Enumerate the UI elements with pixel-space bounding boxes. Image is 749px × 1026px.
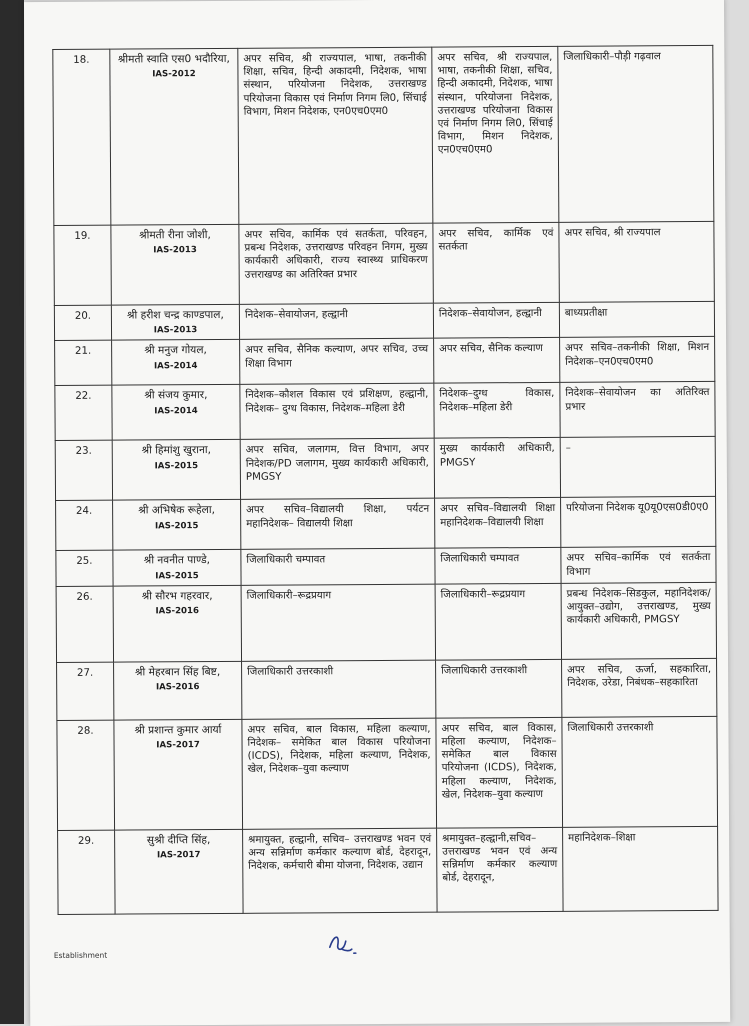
retained-posting-cell: जिलाधिकारी चम्पावत — [435, 548, 561, 584]
officer-name-cell — [112, 385, 240, 441]
officer-name-cell — [113, 550, 241, 586]
new-posting-cell: अपर सचिव, ऊर्जा, सहकारिता, निदेशक, उरेडा, निबंधक–सहकारिता — [562, 658, 717, 717]
table-row — [55, 437, 715, 501]
table-row — [56, 497, 716, 551]
officer-name: श्री सौरभ गहरवार, — [141, 589, 213, 603]
current-posting-cell: निदेशक–सेवायोजन, हल्द्वानी — [239, 303, 433, 340]
new-posting-cell: परियोजना निदेशक यू0यू0एस0डी0ए0 — [561, 497, 716, 548]
serial-number-cell: 20. — [54, 305, 111, 341]
officer-name: सुश्री दीप्ति सिंह, — [146, 833, 211, 847]
ias-batch: IAS-2014 — [154, 405, 198, 416]
table-row — [58, 826, 719, 914]
current-posting-cell: अपर सचिव, जलागम, वित्त विभाग, अपर निदेशक/PD जलागम, मुख्य कार्यकारी अधिकारी, PMGSY — [240, 439, 434, 500]
serial-number-cell: 18. — [53, 49, 111, 225]
current-posting-cell: अपर सचिव, कार्मिक एवं सतर्कता, परिवहन, प्रबन्ध निदेशक, उत्तराखण्ड परिवहन निगम, मुख्य कार्यकारी अधिकारी, राज्य स्वास्थ्य प्राधिकरण उत्तराखण्ड का अतिरिक्त प्रभार — [239, 223, 433, 304]
serial-number-cell: 21. — [55, 341, 112, 386]
new-posting-cell: जिलाधिकारी उत्तरकाशी — [562, 716, 718, 827]
officer-name: श्री हिमांशु खुराना, — [141, 444, 211, 457]
new-posting-cell: अपर सचिव–कार्मिक एवं सतर्कता विभाग — [561, 547, 716, 583]
new-posting-cell: जिलाधिकारी–पौड़ी गढ़वाल — [558, 45, 714, 222]
current-posting-cell: अपर सचिव, बाल विकास, महिला कल्याण, निदेशक– समेकित बाल विकास परियोजना (ICDS), निदेशक, महिला कल्याण, निदेशक, खेल, निदेशक–युवा कल्याण — [242, 718, 437, 829]
retained-posting-cell: अपर सचिव, सैनिक कल्याण — [434, 338, 560, 384]
officer-name: श्री अभिषेक रूहेला, — [138, 504, 215, 517]
table-row — [56, 547, 716, 586]
new-posting-cell: बाध्यप्रतीक्षा — [559, 301, 714, 337]
new-posting-cell: निदेशक–सेवायोजन का अतिरिक्त प्रभार — [560, 382, 715, 438]
retained-posting-cell: श्रमायुक्त–हल्द्वानी,सचिव–उत्तराखण्ड भवन एवं अन्य सन्निर्माण कर्मकार कल्याण बोर्ड, देहरादून, — [437, 827, 564, 912]
current-posting-cell: श्रमायुक्त, हल्द्वानी, सचिव– उत्तराखण्ड भवन एवं अन्य सन्निर्माण कर्मकार कल्याण बोर्ड, देहरादून, निदेशक, कर्मचारी बीमा योजना, निदेशक, उद्यान — [243, 828, 438, 913]
new-posting-cell: प्रबन्ध निदेशक–सिडकुल, महानिदेशक/आयुक्त–उद्योग, उत्तराखण्ड, मुख्य कार्यकारी अधिकारी, PMGSY — [561, 582, 716, 659]
current-posting-cell: जिलाधिकारी उत्तरकाशी — [242, 660, 436, 719]
new-posting-cell: अपर सचिव, श्री राज्यपाल — [559, 221, 714, 302]
document-page — [24, 0, 730, 1026]
current-posting-cell: निदेशक–कौशल विकास एवं प्रशिक्षण, हल्द्वानी, निदेशक– दुग्ध विकास, निदेशक–महिला डेरी — [240, 384, 434, 440]
table-row — [54, 221, 714, 305]
establishment-footer: Establishment — [53, 950, 108, 960]
serial-number-cell: 24. — [56, 501, 113, 551]
officer-name-cell — [113, 585, 241, 662]
retained-posting-cell: अपर सचिव, बाल विकास, महिला कल्याण, निदेशक–समेकित बाल विकास परियोजना (ICDS), निदेशक, महिला कल्याण, निदेशक, खेल, निदेशक–युवा कल्याण — [436, 717, 563, 828]
retained-posting-cell: मुख्य कार्यकारी अधिकारी, PMGSY — [434, 438, 560, 499]
new-posting-cell: महानिदेशक–शिक्षा — [563, 826, 719, 911]
ias-batch: IAS-2015 — [155, 570, 199, 581]
retained-posting-cell: जिलाधिकारी उत्तरकाशी — [436, 659, 562, 718]
officer-name-cell — [110, 48, 239, 225]
officer-transfer-table — [52, 45, 718, 915]
officer-name: श्री मनुज गोयल, — [144, 344, 207, 357]
retained-posting-cell: निदेशक–सेवायोजन, हल्द्वानी — [433, 302, 559, 338]
ias-batch: IAS-2013 — [153, 245, 197, 256]
ias-batch: IAS-2014 — [153, 360, 198, 371]
new-posting-cell: अपर सचिव–तकनीकी शिक्षा, मिशन निदेशक–एन0एच0एम0 — [560, 337, 715, 383]
officer-name: श्रीमती स्वाति एस0 भदौरिया, — [117, 52, 230, 66]
officer-name: श्री संजय कुमार, — [144, 389, 208, 402]
dark-background-edge — [0, 0, 24, 1024]
officer-name-cell — [115, 829, 244, 914]
table-row — [56, 582, 716, 662]
officer-name-cell — [114, 719, 243, 830]
table-row — [55, 382, 715, 441]
serial-number-cell: 19. — [54, 225, 111, 305]
signature-mark — [324, 927, 360, 959]
officer-name-cell — [111, 224, 239, 305]
current-posting-cell: अपर सचिव, श्री राज्यपाल, भाषा, तकनीकी शिक्षा, सचिव, हिन्दी अकादमी, निदेशक, भाषा संस्थान, परियोजना निदेशक, उत्तराखण्ड परियोजना विकास एवं निर्माण निगम लि0, सिंचाई विभाग, मिशन निदेशक, एन0एच0एम0 — [238, 47, 433, 224]
current-posting-cell: अपर सचिव, सैनिक कल्याण, अपर सचिव, उच्च शिक्षा विभाग — [240, 339, 434, 385]
officer-name: श्री मेहरबान सिंह बिष्ट, — [134, 665, 221, 679]
officer-name: श्री हरीश चन्द्र काण्डपाल, — [126, 308, 224, 322]
officer-name: श्रीमती रीना जोशी, — [139, 229, 211, 242]
ias-batch: IAS-2016 — [155, 682, 200, 693]
table-row — [53, 45, 714, 225]
ias-batch: IAS-2015 — [154, 460, 199, 471]
serial-number-cell: 25. — [56, 551, 113, 587]
table-row — [55, 337, 715, 386]
officer-name: श्री प्रशान्त कुमार आर्या — [134, 723, 222, 737]
retained-posting-cell: अपर सचिव, श्री राज्यपाल, भाषा, तकनीकी शिक्षा, सचिव, हिन्दी अकादमी, निदेशक, भाषा संस्थान, परियोजना निदेशक, उत्तराखण्ड परियोजना विकास एवं निर्माण निगम लि0, सिंचाई विभाग, मिशन निदेशक, एन0एच0एम0 — [432, 46, 559, 223]
ias-batch: IAS-2016 — [155, 606, 200, 617]
table-row — [54, 301, 714, 340]
ias-batch: IAS-2015 — [154, 520, 199, 531]
retained-posting-cell: निदेशक–दुग्ध विकास, निदेशक–महिला डेरी — [434, 383, 560, 439]
officer-name: श्री नवनीत पाण्डे, — [143, 554, 211, 567]
officer-name-cell — [112, 340, 240, 386]
current-posting-cell: जिलाधिकारी–रूद्रप्रयाग — [241, 584, 435, 661]
ias-batch: IAS-2012 — [152, 69, 196, 80]
table-row — [57, 716, 718, 830]
officer-name-cell — [114, 661, 242, 720]
serial-number-cell: 22. — [55, 386, 112, 441]
table-row — [57, 658, 717, 720]
ias-batch: IAS-2013 — [153, 325, 198, 336]
serial-number-cell: 26. — [56, 586, 113, 662]
serial-number-cell: 28. — [57, 720, 115, 830]
retained-posting-cell: अपर सचिव, कार्मिक एवं सतर्कता — [433, 222, 559, 303]
officer-name-cell — [113, 500, 241, 551]
officer-name-cell — [112, 440, 240, 501]
ias-batch: IAS-2017 — [156, 740, 200, 751]
serial-number-cell: 29. — [58, 830, 116, 914]
officer-name-cell — [111, 304, 239, 340]
retained-posting-cell: अपर सचिव–विद्यालयी शिक्षा महानिदेशक–विद्यालयी शिक्षा — [435, 498, 561, 549]
current-posting-cell: जिलाधिकारी चम्पावत — [241, 549, 435, 586]
ias-batch: IAS-2017 — [156, 850, 201, 861]
retained-posting-cell: जिलाधिकारी–रूद्रप्रयाग — [435, 583, 561, 660]
new-posting-cell: – — [560, 437, 715, 498]
current-posting-cell: अपर सचिव–विद्यालयी शिक्षा, पर्यटन महानिदेशक– विद्यालयी शिक्षा — [241, 499, 435, 550]
serial-number-cell: 23. — [55, 441, 112, 501]
serial-number-cell: 27. — [57, 662, 114, 720]
